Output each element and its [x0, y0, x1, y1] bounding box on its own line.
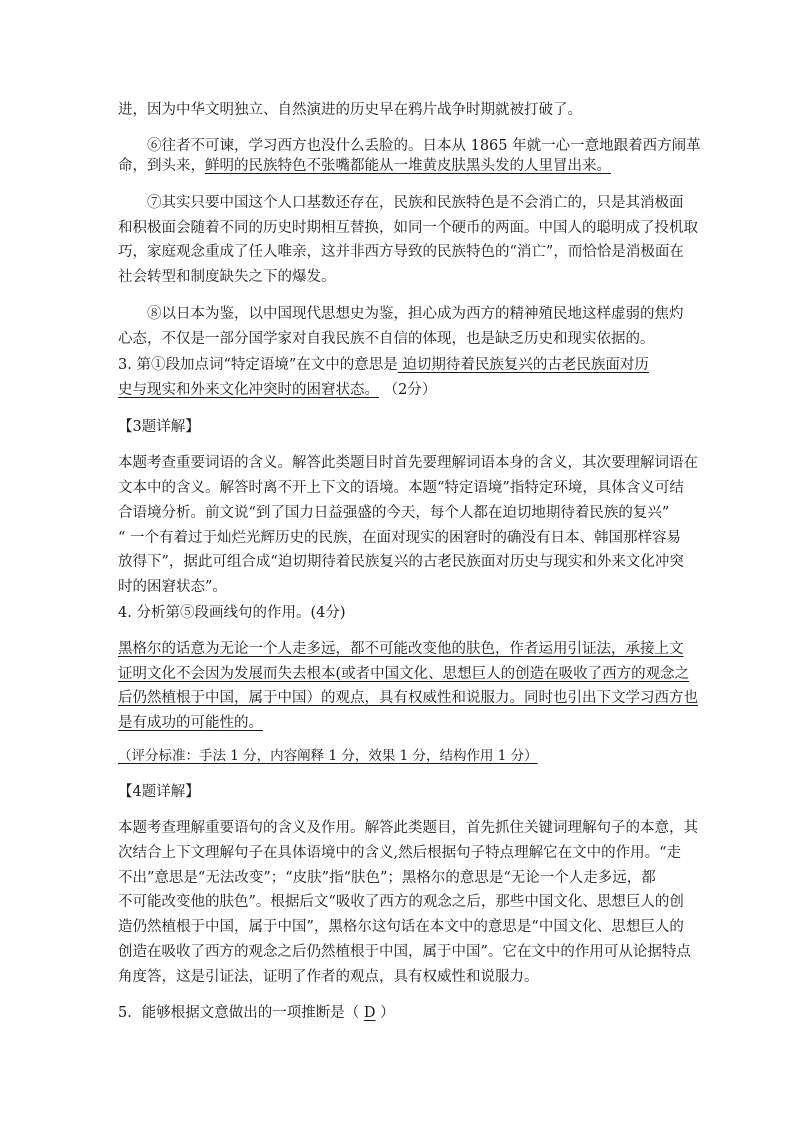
paragraph-8-line-2: 心态，不仅是一部分国学家对自我民族不自信的体现，也是缺乏历史和现实依据的。 [118, 331, 655, 347]
question-3-answer: 迫切期待着民族复兴的古老民族面对历 [397, 357, 649, 373]
paragraph-8-line-1: ⑧以日本为鉴，以中国现代思想史为鉴，担心成为西方的精神殖民地这样虚弱的焦灼 [147, 306, 684, 322]
scoring-criteria: （评分标准：手法 1 分，内容阐释 1 分，效果 1 分，结构作用 1 分） [118, 748, 538, 764]
q4-detail-line: 创造在吸收了西方的观念之后仍然植根于中国，属于中国”。它在文中的作用可从论据特点 [118, 944, 691, 960]
q3-detail-line: 时的困窘状态”。 [118, 579, 227, 595]
paragraph-7-line-2: 和积极面会随着不同的历史时期相互替换，如同一个硬币的两面。中国人的聪明成了投机取 [118, 220, 698, 236]
q4-detail-line: 不出”意思是“无法改变”；“皮肤”指“肤色”；黑格尔的意思是“无论一个人走多远，都 [118, 870, 656, 886]
question-4-answer-line: 后仍然植根于中国，属于中国）的观点，具有权威性和说服力。同时也引出下文学习西方也 [118, 690, 698, 706]
question-4-answer-line: 黑格尔的话意为无论一个人走多远，都不可能改变他的肤色，作者运用引证法，承接上文 [118, 641, 684, 657]
paragraph-6-line-2: 命，到头来，鲜明的民族特色不张嘴都能从一堆黄皮肤黑头发的人里冒出来。 [118, 158, 611, 174]
question-4: 4. 分析第⑤段画线句的作用。(4分) [118, 605, 346, 621]
q3-detail-line: 文本中的含义。解答时离不开上下文的语境。本题“特定语境”指特定环境，具体含义可结 [118, 480, 684, 496]
question-4-answer-line: 是有成功的可能性的。 [118, 715, 263, 731]
paragraph-6-line-1: ⑥往者不可谏，学习西方也没什么丢脸的。日本从 1865 年就一心一意地跟着西方闹革 [147, 138, 701, 154]
question-4-answer-line: 证明文化不会因为发展而失去根本(或者中国文化、思想巨人的创造在吸收了西方的观念之 [118, 666, 690, 682]
q3-detail-line: 合语境分析。前文说“到了国力日益强盛的今天，每个人都在迫切地期待着民族的复兴” [118, 505, 670, 521]
q3-detail-line: “ 一个有着过于灿烂光辉历史的民族，在面对现实的困窘时的确没有日本、韩国那样容易 [118, 530, 682, 546]
paragraph-7-line-3: 巧，家庭观念重成了任人唯亲，这并非西方导致的民族特色的“消亡”，而恰恰是消极面在 [118, 244, 684, 260]
q4-detail-line: 造仍然植根于中国，属于中国”，黑格尔这句话在本文中的意思是“中国文化、思想巨人的 [118, 919, 684, 935]
paragraph-7-line-4: 社会转型和制度缺失之下的爆发。 [118, 269, 336, 285]
question-3-line-2: 史与现实和外来文化冲突时的困窘状态。 （2分） [118, 382, 437, 398]
question-3: 3. 第①段加点词“特定语境”在文中的意思是 迫切期待着民族复兴的古老民族面对历 [118, 357, 649, 373]
question-5-answer: D [363, 1005, 376, 1021]
q4-detail-heading: 【4题详解】 [118, 784, 200, 800]
q4-detail-line: 次结合上下文理解句子在具体语境中的含义,然后根据句子特点理解它在文中的作用。“走 [118, 845, 682, 861]
q4-detail-line: 角度答，这是引证法，证明了作者的观点，具有权威性和说服力。 [118, 969, 539, 985]
paragraph-7-line-1: ⑦其实只要中国这个人口基数还存在，民族和民族特色是不会消亡的，只是其消极面 [147, 195, 684, 211]
q4-detail-line: 本题考查理解重要语句的含义及作用。解答此类题目，首先抓住关键词理解句子的本意，其 [118, 820, 698, 836]
underlined-sentence: 鲜明的民族特色不张嘴都能从一堆黄皮肤黑头发的人里冒出来。 [205, 158, 611, 174]
q3-detail-line: 放得下”，据此可组合成“迫切期待着民族复兴的古老民族面对历史与现实和外来文化冲突 [118, 554, 684, 570]
q4-detail-line: 不可能改变他的肤色”。根据后文“吸收了西方的观念之后，那些中国文化、思想巨人的创 [118, 894, 684, 910]
paragraph-5-tail: 进，因为中华文明独立、自然演进的历史早在鸦片战争时期就被打破了。 [118, 102, 582, 118]
question-5: 5．能够根据文意做出的一项推断是（ D ） [118, 1005, 395, 1021]
q3-detail-line: 本题考查重要词语的含义。解答此类题目时首先要理解词语本身的含义，其次要理解词语在 [118, 455, 698, 471]
q3-detail-heading: 【3题详解】 [118, 419, 200, 435]
